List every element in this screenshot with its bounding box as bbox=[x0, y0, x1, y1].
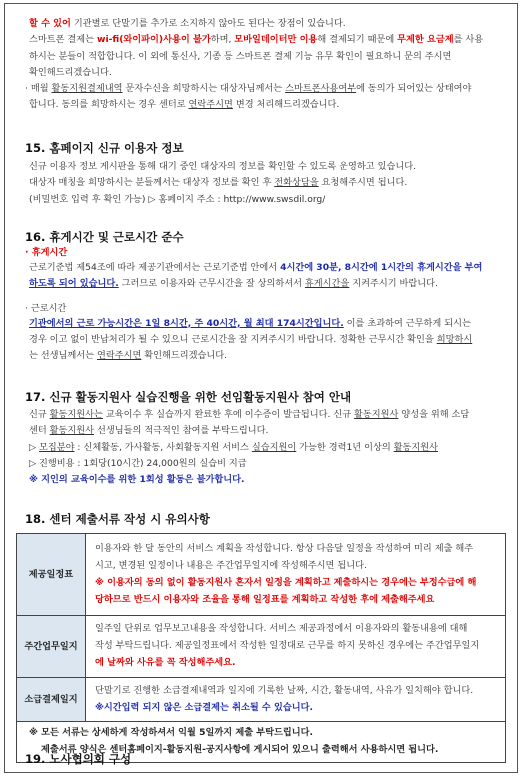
s15-line-1: 신규 이용자 정보 게시판을 통해 대기 중인 대상자의 정보를 확인할 수 있도록 운영하고 있습니다. bbox=[29, 161, 417, 172]
section-17-title: 17. 신규 활동지원사 실습진행을 위한 선임활동지원사 참여 안내 bbox=[25, 390, 352, 404]
s17-line-5: ※ 지인의 교육이수를 위한 1회성 활동은 불가합니다. bbox=[29, 474, 245, 486]
s16-p1-line-1: 근로기준법 제54조에 따라 제공기관에서는 근로기준법 안에서 4시간에 30분, 8시간에 1시간의 휴게시간을 부여 bbox=[29, 262, 483, 273]
note-line: 제출서류 양식은 센터홈페이지-활동지원-공지사항에 게시되어 있으니 출력해서 사용하시면 됩니다. bbox=[41, 744, 439, 755]
row-line: 작성 부탁드립니다. 제공일정표에서 작성한 일정대로 근무를 하지 못하신 경우에는 주간업무일지 bbox=[95, 640, 480, 651]
row-line: 단말기로 진행한 소급결제내역과 일지에 기록한 날짜, 시간, 활동내역, 사유가 일치해야 합니다. bbox=[95, 684, 474, 696]
row-line: 시고, 변경된 일정이나 내용은 주간업무일지에 작성해주시면 됩니다. bbox=[95, 559, 367, 571]
s16-p1-line-2: 하도록 되어 있습니다. 그러므로 이용자와 근무시간을 잘 상의하셔서 휴게시간을 지켜주시기 바랍니다. bbox=[29, 278, 438, 290]
row-label: 제공일정표 bbox=[17, 534, 86, 616]
row-content bbox=[86, 616, 506, 678]
section-15-title: 15. 홈페이지 신규 이용자 정보 bbox=[25, 141, 184, 155]
section-18 bbox=[5, 512, 517, 763]
s17-line-1: 신규 활동지원사는 교육이수 후 실습까지 완료한 후에 이수증이 발급됩니다. 신규 활동지원사 양성을 위해 소담 bbox=[29, 409, 470, 420]
row-content bbox=[86, 678, 506, 722]
s15-line-3: (비밀번호 입력 후 확인 가능) ▷ 홈페이지 주소 : http://www.swsdil.org/ bbox=[29, 193, 326, 205]
row-line: ※ 이용자의 동의 없이 활동지원사 혼자서 일정을 계획하고 제출하시는 경우에는 부정수급에 해 bbox=[95, 576, 477, 588]
intro-section bbox=[5, 16, 517, 114]
section-18-title: 18. 센터 제출서류 작성 시 유의사항 bbox=[25, 512, 210, 526]
s16-subheading-work: · 근로시간 bbox=[25, 302, 67, 314]
row-line: 일주일 단위로 업무보고내용을 작성합니다. 서비스 제공과정에서 이용자와의 활동내용에 대해 bbox=[95, 623, 468, 634]
section-15 bbox=[5, 141, 517, 208]
intro-line-1: 할 수 있어 기관별로 단말기를 추가로 소지하지 않아도 된다는 장점이 있습니다. bbox=[29, 18, 346, 29]
row-content bbox=[86, 534, 506, 616]
s17-line-3: ▷ 모집분야 : 신체활동, 가사활동, 사회활동지원 서비스 실습지원이 가능한 경력1년 이상의 활동지원사 bbox=[29, 441, 439, 453]
row-line: 당하므로 반드시 이용자와 조율을 통해 일정표를 계획하고 작성한 후에 제출해주세요 bbox=[95, 593, 435, 605]
s16-p2-line-3: 는 선생님께서는 연락주시면 확인해드리겠습니다. bbox=[29, 350, 228, 362]
section-17 bbox=[5, 390, 517, 488]
intro-line-5: · 매월 활동지원결제내역 문자수신을 희망하시는 대상자님께서는 스마트폰사용여부에 동의가 되어있는 상태여야 bbox=[25, 83, 472, 95]
row-line: 이용자와 한 달 동안의 서비스 계획을 작성합니다. 항상 다음달 일정을 작성하여 미리 제출 해주 bbox=[95, 542, 474, 554]
table-row bbox=[17, 678, 506, 722]
s17-line-2: 센터 활동지원사 선생님들의 적극적인 참여를 부탁드립니다. bbox=[29, 425, 269, 437]
document-page bbox=[4, 3, 518, 773]
section-19-title: 19. 노사협의회 구성 bbox=[25, 752, 132, 766]
intro-line-4: 확인해드리겠습니다. bbox=[29, 66, 112, 78]
intro-line-3: 하시는 분들이 적합합니다. 이 외에 통신사, 기종 등 스마트폰 결제 기능 유무 확인이 필요하니 문의 주시면 bbox=[29, 50, 452, 62]
submission-docs-table bbox=[16, 533, 506, 763]
intro-line-2: 스마트폰 결제는 wi-fi(와이파이)사용이 불가하며, 모바일데이터만 이용해 결제되기 때문에 무제한 요금제를 사용 bbox=[29, 34, 484, 46]
section-16-title: 16. 휴게시간 및 근로시간 준수 bbox=[25, 230, 184, 244]
row-label: 주간업무일지 bbox=[17, 616, 86, 678]
intro-line-6: 합니다. 동의를 희망하시는 경우 센터로 연락주시면 변경 처리해드리겠습니다. bbox=[29, 99, 340, 111]
s16-p2-line-2: 경우 이고 없이 반납처리가 될 수 있으니 근로시간을 잘 지켜주시기 바랍니다. 정확한 근무시간 확인을 희망하시 bbox=[29, 333, 473, 345]
row-line: ※시간입력 되지 않은 소급결제는 취소될 수 있습니다. bbox=[95, 701, 313, 713]
table-row bbox=[17, 534, 506, 616]
s16-p2-line-1: 기관에서의 근로 가능시간은 1일 8시간, 주 40시간, 월 최대 174시간입니다. 이를 초과하여 근무하게 되시는 bbox=[29, 317, 471, 329]
section-19 bbox=[5, 752, 517, 767]
note-line: ※ 모든 서류는 상세하게 작성하셔서 익월 5일까지 제출 부탁드립니다. bbox=[29, 727, 314, 738]
s16-subheading-rest: · 휴게시간 bbox=[25, 247, 68, 258]
table-row bbox=[17, 616, 506, 678]
row-label: 소급결제일지 bbox=[17, 678, 86, 722]
s17-line-4: ▷ 진행비용 : 1회당(10시간) 24,000원의 실습비 지급 bbox=[29, 457, 247, 469]
section-16 bbox=[5, 230, 517, 364]
s15-line-2: 대상자 매칭을 희망하시는 분들께서는 대상자 정보를 확인 후 전화상담을 요청해주시면 됩니다. bbox=[29, 177, 408, 189]
row-line: 에 날짜와 사유를 꼭 작성해주세요. bbox=[95, 657, 236, 668]
